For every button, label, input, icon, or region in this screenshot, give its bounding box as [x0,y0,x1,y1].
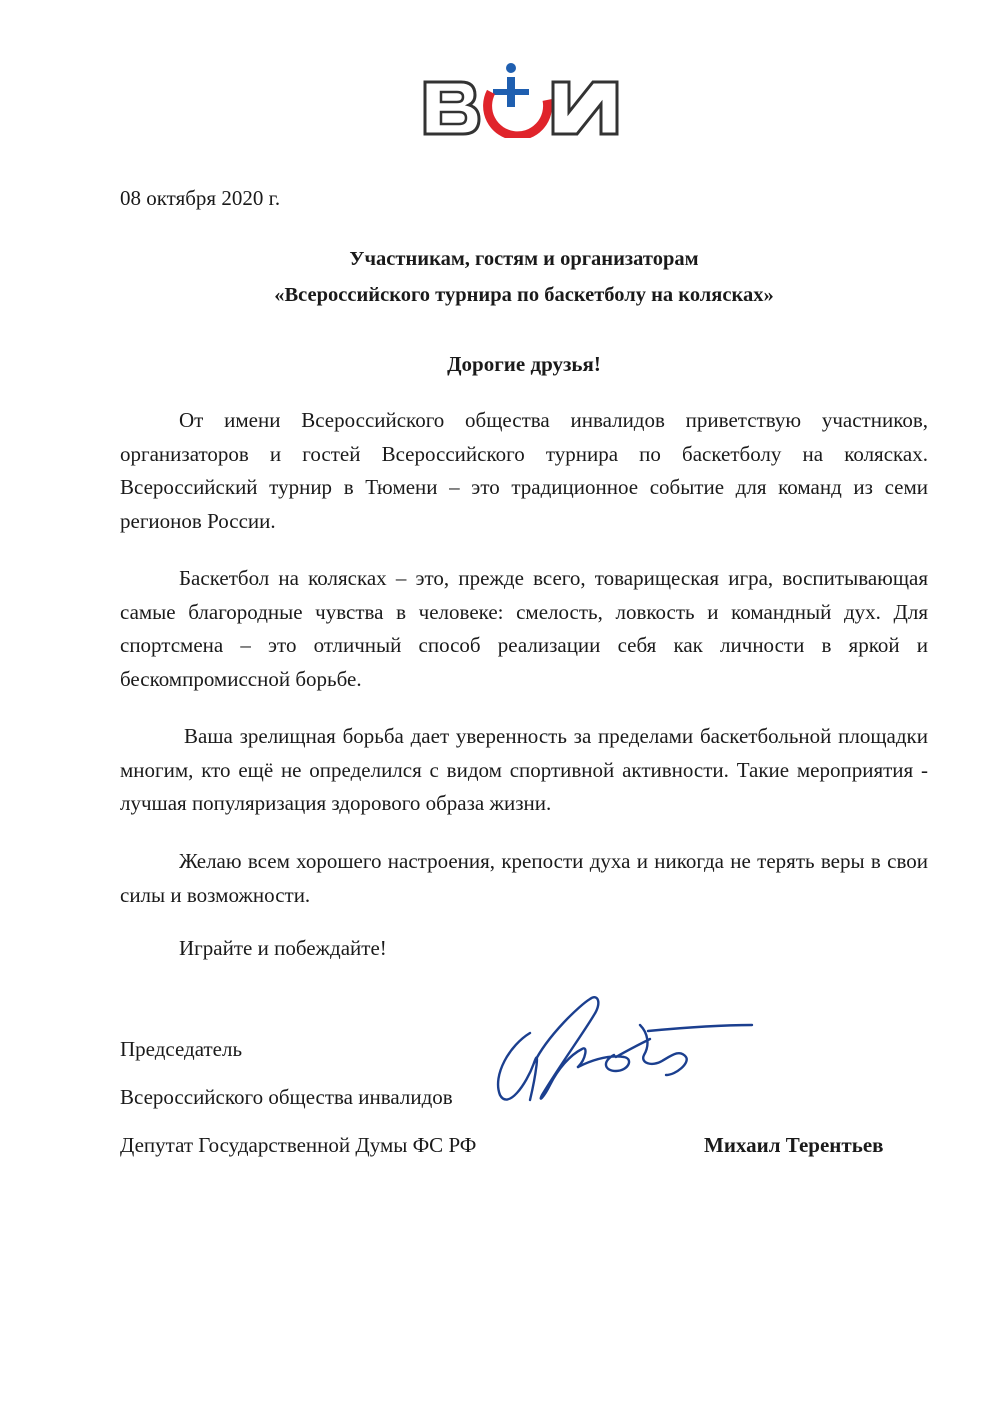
paragraph-3: Ваша зрелищная борьба дает уверенность за пределами баскетбольной площадки многим, кто ещё не определился с видом спортивной активности. Такие мероприятия - лучшая популяризация здорового образа жизни. [120,724,928,815]
signer-title-1: Председатель [120,1037,243,1061]
signer-name: Михаил Терентьев [704,1133,884,1157]
paragraph-4: Желаю всем хорошего настроения, крепости духа и никогда не терять веры в свои силы и возможности. [120,849,928,907]
voi-logo [423,58,623,138]
address-line-2: «Всероссийского турнира по баскетболу на колясках» [274,284,774,306]
signer-title-2: Всероссийского общества инвалидов [120,1085,453,1109]
address-line-1: Участникам, гостям и организаторам [349,248,699,270]
paragraph-2: Баскетбол на колясках – это, прежде всего, товарищеская игра, воспитывающая самые благородные чувства в человеке: смелость, ловкость и командный дух. Для спортсмена – это отличный способ реализации себя как личности в яркой и бескомпромиссной борьбе. [120,566,928,691]
letter-date: 08 октября 2020 г. [120,186,281,210]
closing-line: Играйте и побеждайте! [179,936,387,960]
handwritten-signature [490,985,760,1115]
paragraph-1: От имени Всероссийского общества инвалидов приветствую участников, организаторов и гостей Всероссийского турнира по баскетболу на колясках. Всероссийский турнир в Тюмени – это традиционное событие для команд из семи регионов России. [120,408,928,533]
greeting: Дорогие друзья! [447,352,601,376]
signer-title-3: Депутат Государственной Думы ФС РФ [120,1133,477,1157]
